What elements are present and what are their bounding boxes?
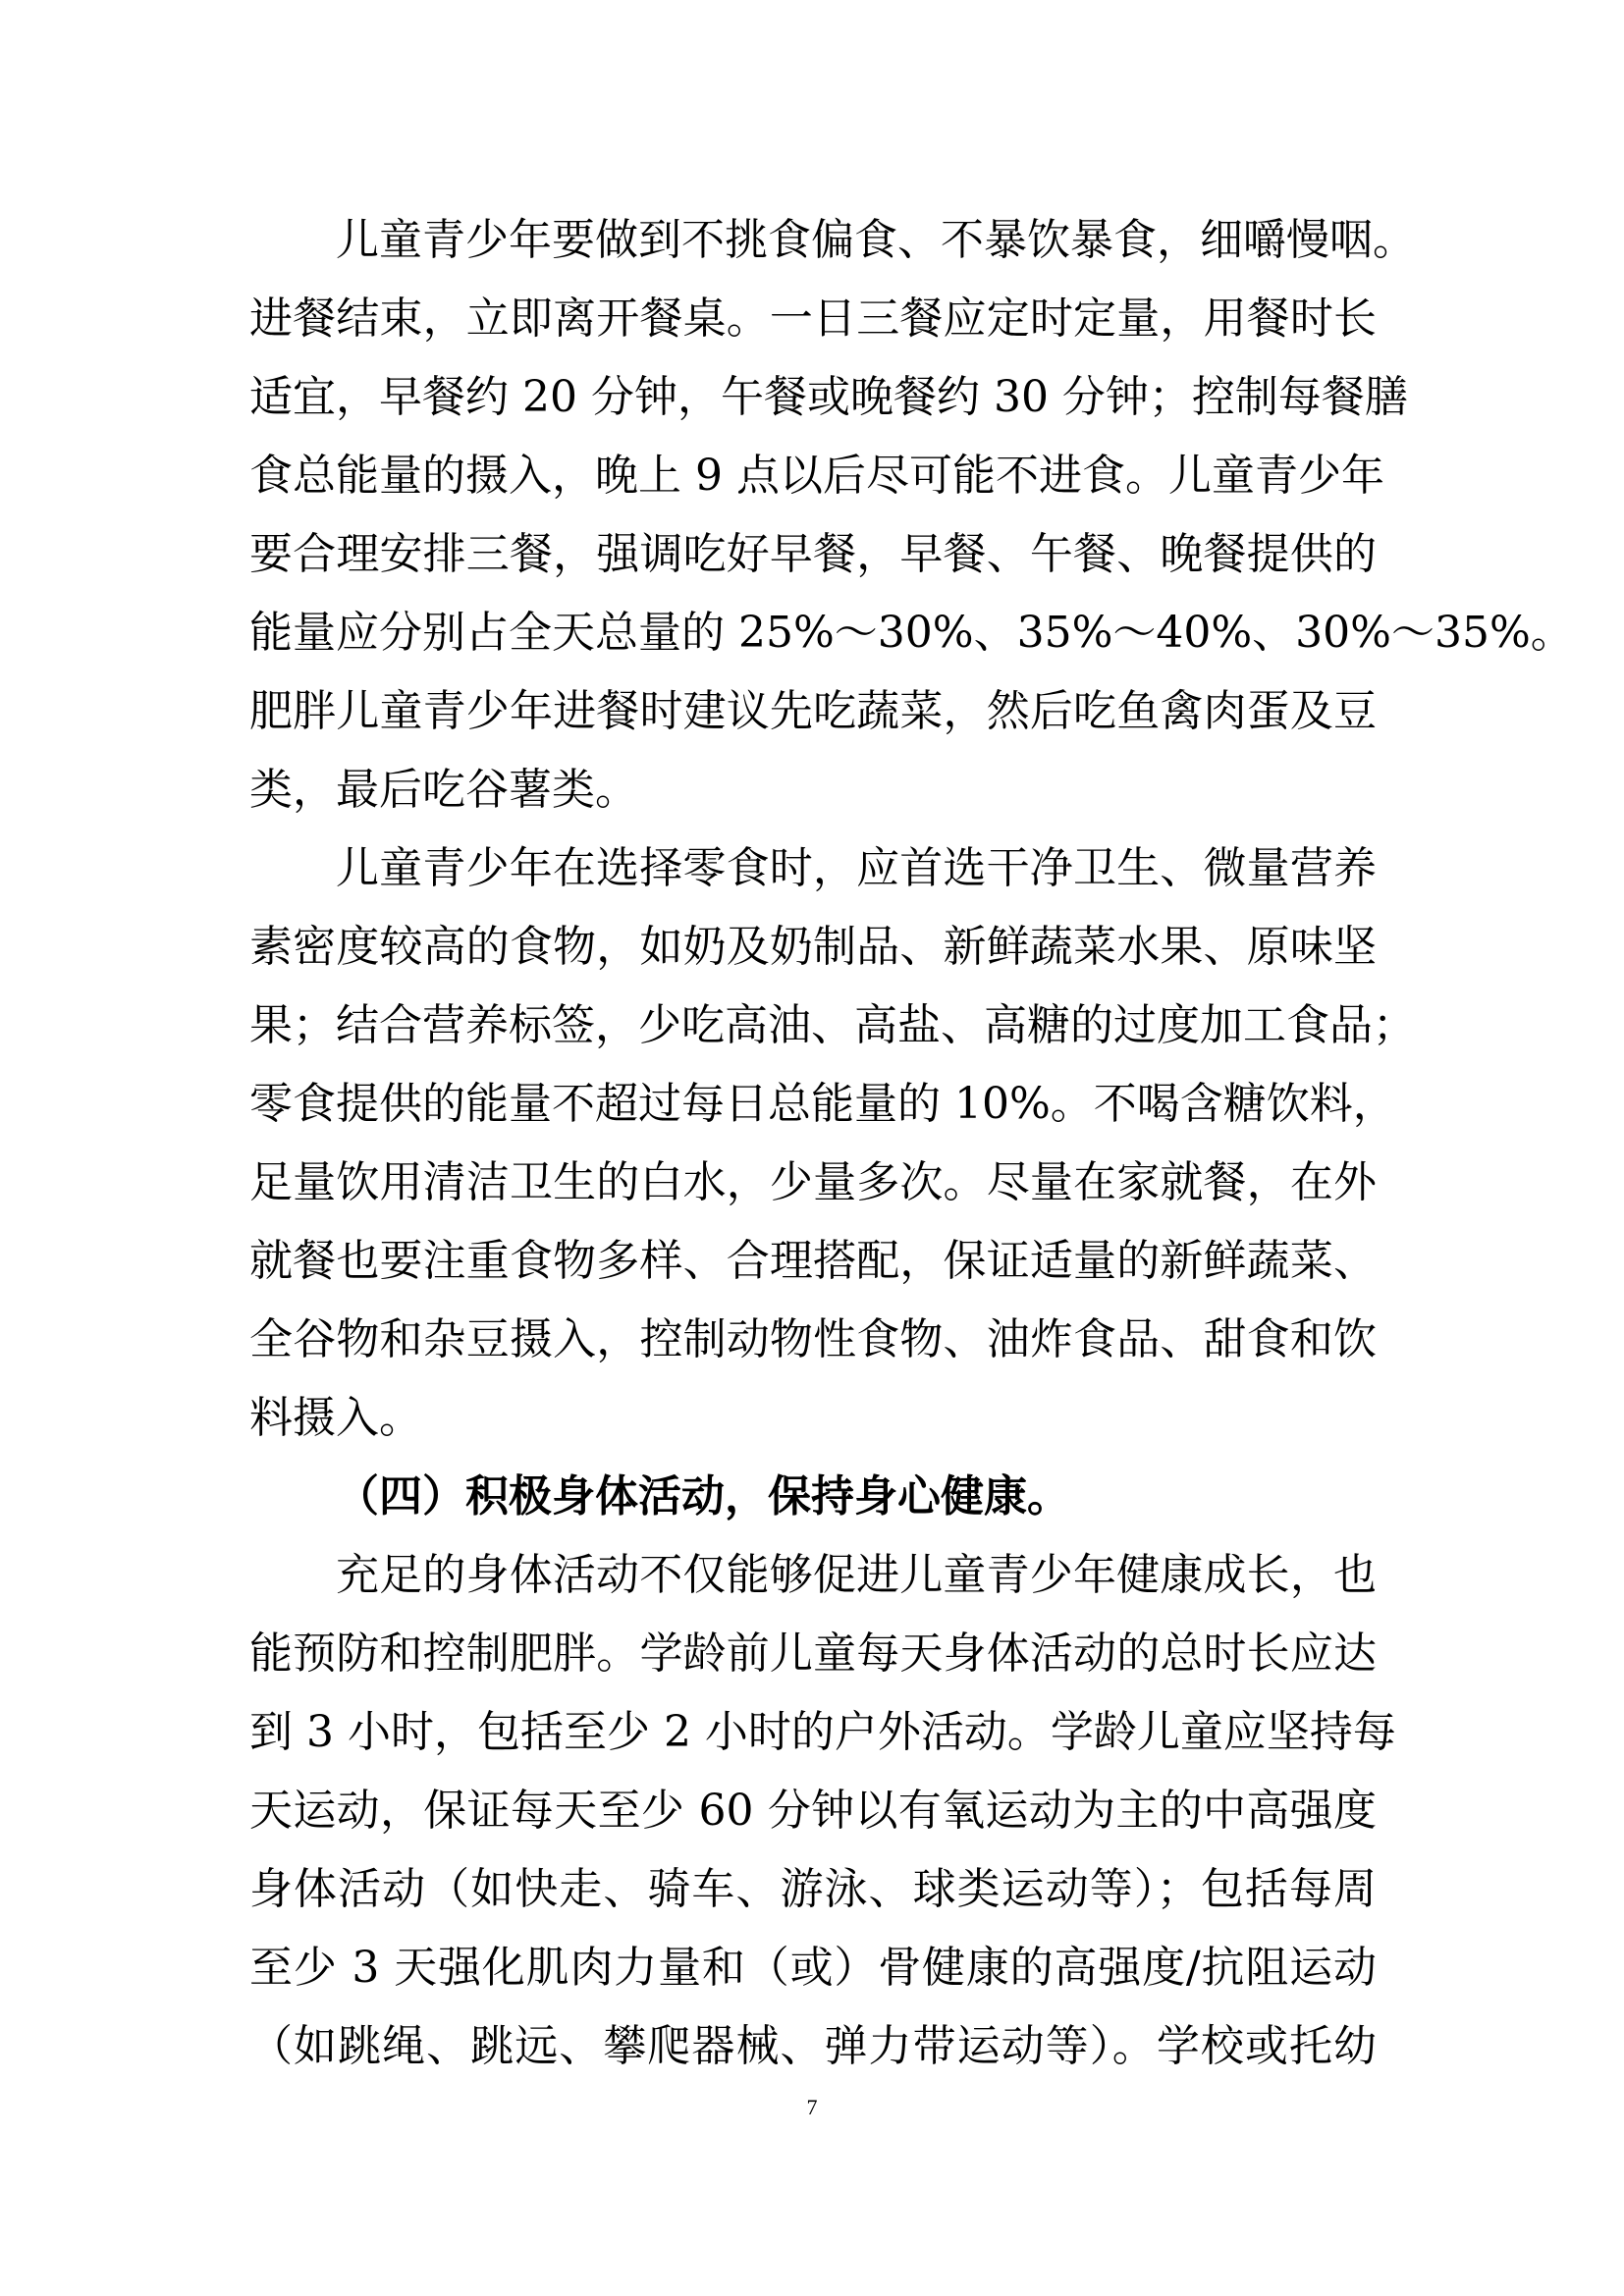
text-line: 充足的身体活动不仅能够促进儿童青少年健康成长，也 [336,1550,1377,1600]
paragraph-snacks [249,829,1416,1458]
text-line: 肥胖儿童青少年进餐时建议先吃蔬菜，然后吃鱼禽肉蛋及豆 [249,686,1377,736]
text-line: 果；结合营养标签，少吃高油、高盐、高糖的过度加工食品； [249,1000,1416,1050]
text-line: 至少 3 天强化肌肉力量和（或）骨健康的高强度/抗阻运动 [249,1943,1377,1993]
text-line: 素密度较高的食物，如奶及奶制品、新鲜蔬菜水果、原味坚 [249,922,1377,972]
text-line: 食总能量的摄入，晚上 9 点以后尽可能不进食。儿童青少年 [249,451,1384,501]
page-body [249,201,1574,2086]
text-line: 到 3 小时，包括至少 2 小时的户外活动。学龄儿童应坚持每 [249,1707,1396,1757]
text-line: 零食提供的能量不超过每日总能量的 10%。不喝含糖饮料， [249,1079,1396,1129]
paragraph-meal-habits [249,201,1574,829]
text-line: 就餐也要注重食物多样、合理搭配，保证适量的新鲜蔬菜、 [249,1236,1377,1286]
text-line: 足量饮用清洁卫生的白水，少量多次。尽量在家就餐，在外 [249,1157,1377,1207]
text-line: 能量应分别占全天总量的 25%～30%、35%～40%、30%～35%。 [249,608,1574,658]
section-heading: （四）积极身体活动，保持身心健康。 [336,1471,1070,1522]
page-number: 7 [806,2095,818,2119]
text-line: 进餐结束，立即离开餐桌。一日三餐应定时定量，用餐时长 [249,294,1377,344]
text-line: 能预防和控制肥胖。学龄前儿童每天身体活动的总时长应达 [249,1629,1377,1679]
text-line: （如跳绳、跳远、攀爬器械、弹力带运动等）。学校或托幼 [249,2021,1377,2071]
text-line: 天运动，保证每天至少 60 分钟以有氧运动为主的中高强度 [249,1786,1377,1836]
text-line: 类，最后吃谷薯类。 [249,765,638,815]
text-line: 料摄入。 [249,1393,422,1443]
text-line: 儿童青少年要做到不挑食偏食、不暴饮暴食，细嚼慢咽。 [336,215,1416,265]
text-line: 身体活动（如快走、骑车、游泳、球类运动等）；包括每周 [249,1864,1377,1914]
text-line: 要合理安排三餐，强调吃好早餐，早餐、午餐、晚餐提供的 [249,529,1377,579]
text-line: 全谷物和杂豆摄入，控制动物性食物、油炸食品、甜食和饮 [249,1314,1377,1364]
text-line: 儿童青少年在选择零食时，应首选干净卫生、微量营养 [336,843,1377,893]
text-line: 适宜，早餐约 20 分钟，午餐或晚餐约 30 分钟；控制每餐膳 [249,372,1408,422]
paragraph-physical-activity [249,1536,1396,2086]
